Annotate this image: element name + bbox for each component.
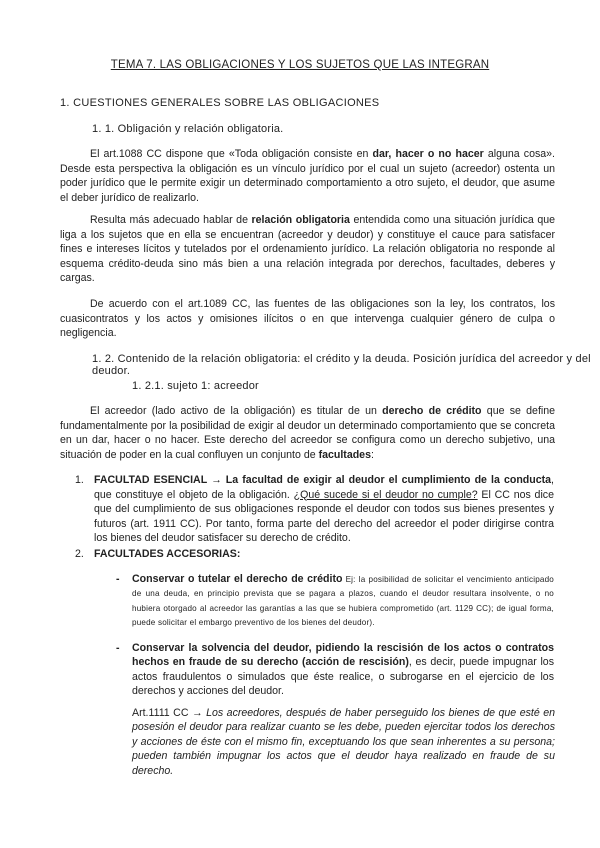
subsection-heading: 1. 1. Obligación y relación obligatoria. [92, 123, 284, 135]
list-subitem: - Conservar la solvencia del deudor, pidiendo la rescisión de los actos o contratos hechos en fraude de su derecho (acción de rescisión), es decir, puede impugnar los actos fraudulentos o simulados que éste realice, o subrogarse en el ejercicio de los derechos y acciones del deudor. [116, 642, 554, 698]
section-heading: 1. CUESTIONES GENERALES SOBRE LAS OBLIGACIONES [60, 97, 380, 109]
paragraph-obligation: El art.1088 CC dispone que «Toda obligación consiste en dar, hacer o no hacer alguna cosa». Desde esta perspectiva la obligación es un vínculo jurídico por el cual un sujeto (acreedor) ostenta un poder jurídico que le permite exigir un determinado comportamiento a otro sujeto, el deudor, que asume el deber jurídico de realizarlo. [60, 148, 555, 204]
list-subitem: - Conservar o tutelar el derecho de crédito Ej: la posibilidad de solicitar el vencimiento anticipado de una deuda, en principio prevista que se pagara a plazos, cuando el deudor resultara insolvente, o no hubiera otorgado al acreedor las garantías a las que se hubiera comprometido (art. 1129 CC); de igual forma, puede solicitar el embargo preventivo de los bienes del deudor). [116, 573, 554, 628]
subsection-heading: 1. 2. Contenido de la relación obligatoria: el crédito y la deuda. Posición jurídica del acreedor y del deudor. [92, 353, 591, 377]
paragraph-relation: Resulta más adecuado hablar de relación obligatoria entendida como una situación jurídica que liga a los sujetos que en ella se encuentran (acreedor y deudor) y constituye el cauce para satisfacer fines e intereses lícitos y tutelados por el ordenamiento jurídico. La relación obligatoria no responde al esquema crédito-deuda sino más bien a una relación integrada por derechos, facultades, deberes y cargas. [60, 214, 556, 285]
legal-quote: Art.1111 CC → Los acreedores, después de haber perseguido los bienes de que esté en posesión el deudor para realizar cuanto se les debe, pueden ejercitar todos los derechos y acciones de éste con el mismo fin, exceptuando los que sean inherentes a su persona; pueden también impugnar los actos que el deudor haya realizado en fraude de su derecho. [132, 707, 555, 777]
subsubsection-heading: 1. 2.1. sujeto 1: acreedor [132, 380, 259, 392]
list-item: 2. FACULTADES ACCESORIAS: [75, 548, 241, 560]
paragraph-creditor: El acreedor (lado activo de la obligación) es titular de un derecho de crédito que se define fundamentalmente por la posibilidad de exigir al deudor un determinado comportamiento que se concreta en un dar, hacer o no hacer. Este derecho del acreedor se configura como un derecho subjetivo, una situación de poder en la cual confluyen un conjunto de facultades: [60, 405, 556, 461]
list-item: 1. FACULTAD ESENCIAL → La facultad de exigir al deudor el cumplimiento de la conducta, que constituye el objeto de la obligación. ¿Qué sucede si el deudor no cumple? El CC nos dice que del cumplimiento de sus obligaciones responde el deudor con todos sus bienes presentes y futuros (art. 1911 CC). Por tanto, forma parte del derecho del acreedor el poder dirigirse contra los bienes del deudor satisfacer su derecho de crédito. [75, 474, 554, 545]
paragraph-sources: De acuerdo con el art.1089 CC, las fuentes de las obligaciones son la ley, los contratos, los cuasicontratos y los actos y omisiones ilícitos o en que intervenga cualquier género de culpa o negligencia. [60, 298, 555, 340]
page-title: TEMA 7. LAS OBLIGACIONES Y LOS SUJETOS QUE LAS INTEGRAN [110, 59, 490, 71]
